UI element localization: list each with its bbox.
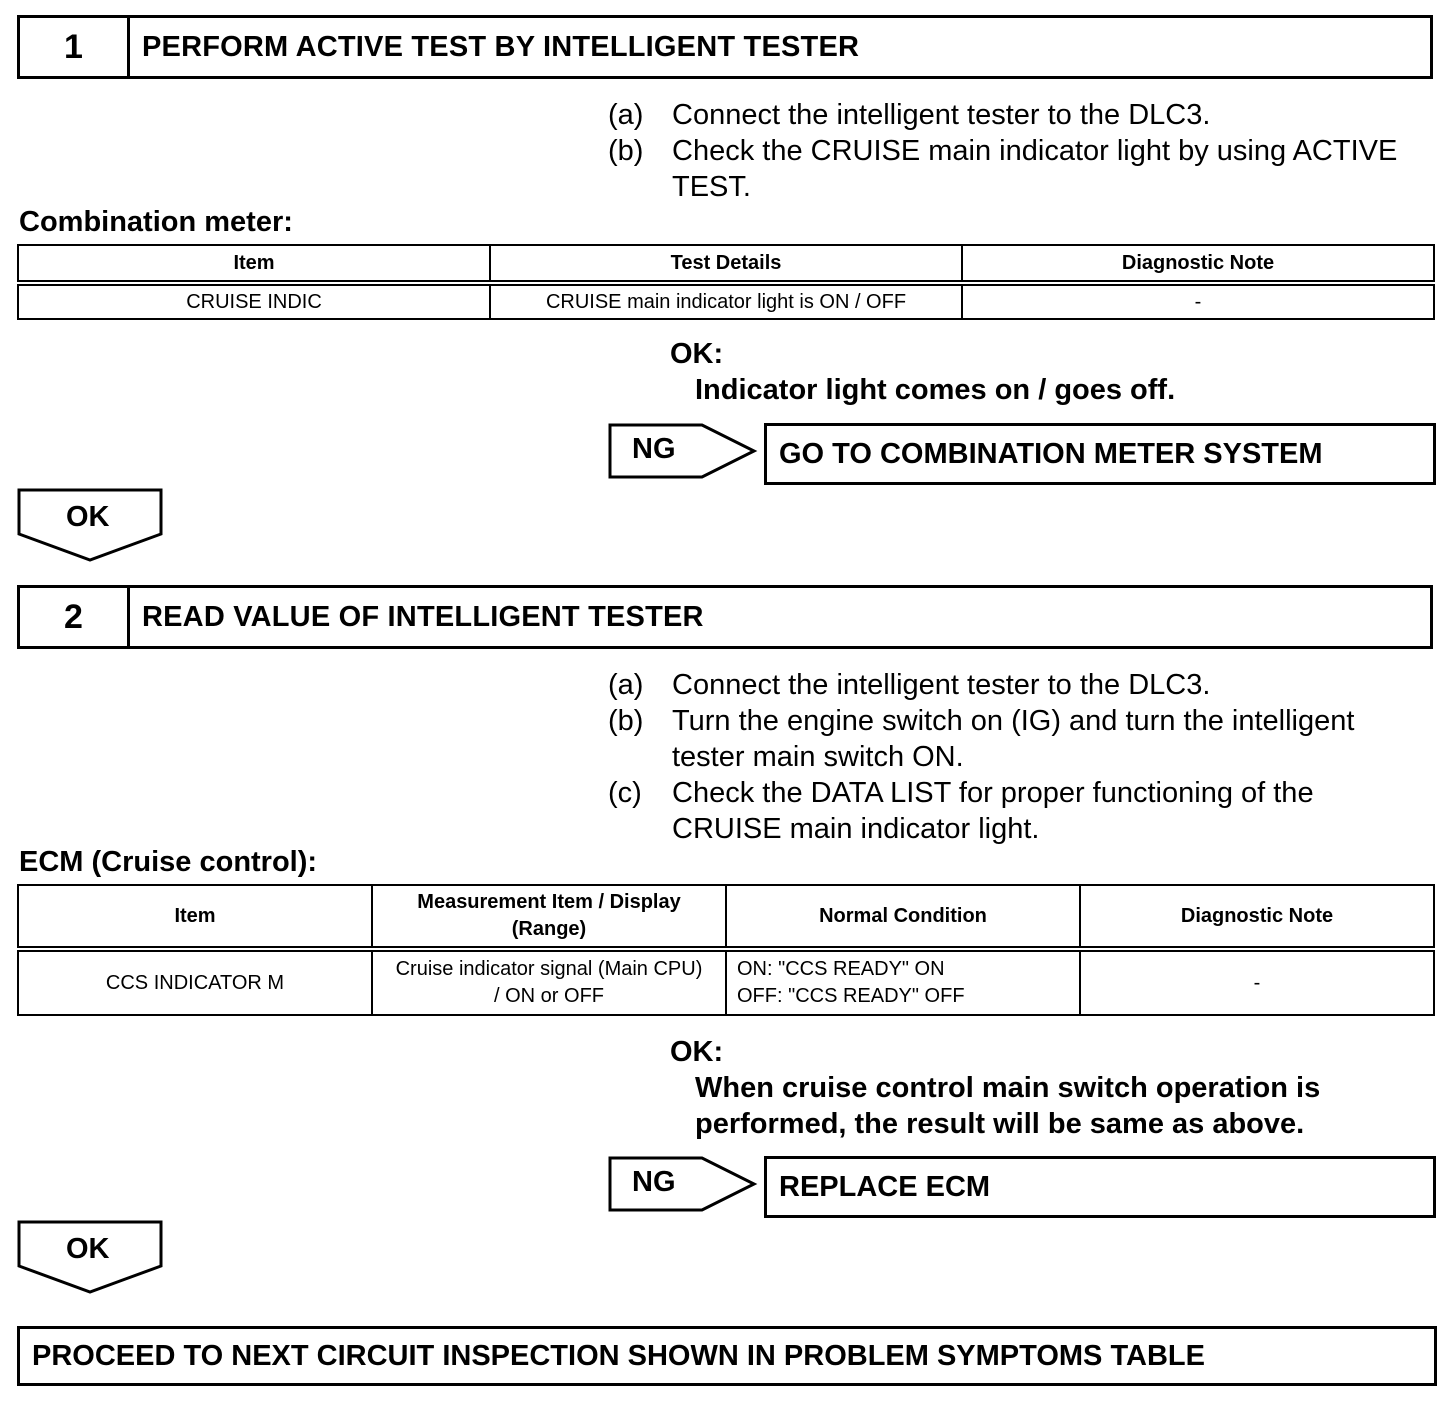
combination-meter-table — [17, 244, 1435, 320]
instruction-label: (a) — [608, 669, 644, 701]
instruction-text: Turn the engine switch on (IG) and turn the intelligent tester main switch ON. — [672, 705, 1355, 773]
ng-label: NG — [632, 433, 676, 465]
ng-label: NG — [632, 1166, 676, 1198]
instruction-text: Connect the intelligent tester to the DLC3. — [672, 669, 1211, 701]
step-1-ok-criteria — [670, 336, 1175, 408]
instruction-item — [608, 775, 1438, 847]
table-header-measurement-item: Measurement Item / Display (Range) — [372, 885, 726, 949]
table-row — [18, 283, 1434, 319]
ok-arrow-label: OK — [66, 1233, 110, 1265]
ng-result-box: GO TO COMBINATION METER SYSTEM — [764, 423, 1436, 485]
instruction-text: Connect the intelligent tester to the DLC3. — [672, 99, 1211, 131]
table-cell — [726, 949, 1080, 1015]
table-header-diagnostic-note: Diagnostic Note — [1080, 885, 1434, 949]
instruction-item — [608, 133, 1438, 205]
ok-criteria-text: Indicator light comes on / goes off. — [695, 374, 1176, 406]
instruction-label: (c) — [608, 777, 642, 809]
table-header-diagnostic-note: Diagnostic Note — [962, 245, 1434, 283]
table-header-item: Item — [18, 885, 372, 949]
instruction-item — [608, 667, 1438, 703]
step-1-header — [17, 15, 1433, 79]
ng-arrow-icon — [608, 423, 758, 479]
instruction-label: (b) — [608, 705, 644, 737]
step-1-instructions — [608, 97, 1438, 205]
table-cell: CCS INDICATOR M — [18, 949, 372, 1015]
final-step-box: PROCEED TO NEXT CIRCUIT INSPECTION SHOWN IN PROBLEM SYMPTOMS TABLE — [17, 1326, 1437, 1386]
normal-condition-off: OFF: "CCS READY" OFF — [737, 985, 965, 1007]
ng-arrow-icon — [608, 1156, 758, 1212]
table-cell: - — [962, 283, 1434, 319]
instruction-text: Check the DATA LIST for proper functioning of the CRUISE main indicator light. — [672, 777, 1314, 845]
table-cell: CRUISE main indicator light is ON / OFF — [490, 283, 962, 319]
instruction-text: Check the CRUISE main indicator light by using ACTIVE TEST. — [672, 135, 1398, 203]
ok-arrow-label: OK — [66, 501, 110, 533]
step-2-number: 2 — [20, 588, 130, 646]
normal-condition-on: ON: "CCS READY" ON — [737, 958, 945, 980]
instruction-label: (b) — [608, 135, 644, 167]
instruction-label: (a) — [608, 99, 644, 131]
step-1-number: 1 — [20, 18, 130, 76]
step-2-ok-criteria — [670, 1034, 1320, 1142]
table-cell: CRUISE INDIC — [18, 283, 490, 319]
instruction-item — [608, 97, 1438, 133]
step-2-header — [17, 585, 1433, 649]
table-cell: - — [1080, 949, 1434, 1015]
ng-result-box: REPLACE ECM — [764, 1156, 1436, 1218]
ok-label: OK: — [670, 338, 724, 370]
ok-criteria-line-2: performed, the result will be same as above. — [695, 1108, 1305, 1140]
ecm-table — [17, 884, 1435, 1016]
ok-criteria-line-1: When cruise control main switch operation is — [695, 1072, 1321, 1104]
step-2-instructions — [608, 667, 1438, 847]
table-header-normal-condition: Normal Condition — [726, 885, 1080, 949]
combination-meter-caption: Combination meter: — [19, 206, 293, 238]
step-1-title: PERFORM ACTIVE TEST BY INTELLIGENT TESTER — [142, 30, 860, 63]
table-header-test-details: Test Details — [490, 245, 962, 283]
instruction-item — [608, 703, 1438, 775]
table-cell: Cruise indicator signal (Main CPU) / ON or OFF — [372, 949, 726, 1015]
table-row — [18, 949, 1434, 1015]
step-2-title: READ VALUE OF INTELLIGENT TESTER — [142, 600, 704, 633]
table-header-item: Item — [18, 245, 490, 283]
ecm-caption: ECM (Cruise control): — [19, 846, 318, 878]
ok-label: OK: — [670, 1036, 724, 1068]
